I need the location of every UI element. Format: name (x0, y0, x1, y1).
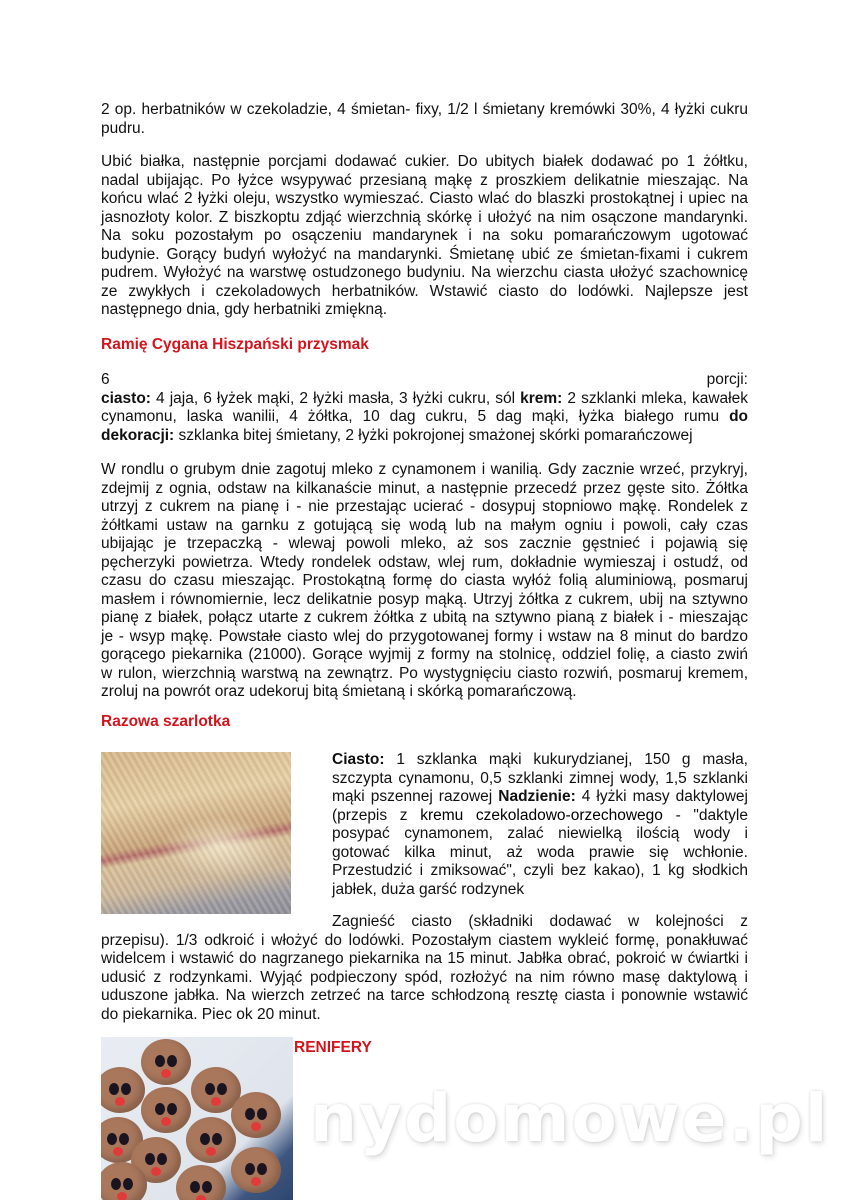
text-line (101, 264, 748, 283)
text-segment: Ubić białka, następnie porcjami dodawać cukier. Do ubitych białek dodawać po 1 żółtku, (101, 153, 748, 170)
text-segment: uduszone jabłka. Na wierzch zetrzeć na tarce schłodzoną resztę ciasta i ponownie wstawić (101, 987, 748, 1004)
text-segment: pudru. (101, 119, 145, 137)
text-line (101, 591, 748, 610)
text-segment: pudrem. Wyłożyć na warstwę ostudzonego budyniu. Na wierzchu ciasta ułożyć szachownicę (101, 264, 748, 281)
text-segment: posypać cynamonem, zalać niewielką ilością wody i (332, 825, 748, 842)
text-segment: W rondlu o grubym dnie zagotuj mleko z cynamonem i wanilią. Gdy zacznie wrzeć, przykryj, (101, 461, 748, 478)
text-line (332, 913, 748, 932)
text-segment: udusić z rodzynkami. Wyjąć podpieczony spód, rozłożyć na nim równo masę daktylową i (101, 968, 748, 986)
text-line (101, 153, 748, 172)
text-segment: do piekarnika. Piec ok 20 minut. (101, 1005, 321, 1023)
text-segment: czasu do czasu mieszając. Prostokątną formę do ciasta wyłóż folią aluminiową, posmaruj (101, 572, 748, 589)
text-segment: utrzyj z cukrem na pianę i - nie przestając ucierać - dosypuj stopniowo mąkę. Rondelek z (101, 498, 748, 515)
text-segment: Na soku pozostałym po osączeniu mandarynek i na soku pomarańczowym ugotować (101, 227, 748, 244)
bold-label: ciasto: (101, 389, 151, 407)
text-line (101, 572, 748, 591)
text-line (101, 535, 748, 554)
text-segment: kremu czekoladowo-orzechowego (420, 806, 663, 824)
text-segment: gorącego piekarnika (21000). Gorące wyjmij z formy na stolnicę, oddziel folię, a ciasto zwiń (101, 646, 748, 663)
bold-label: dekoracji: (101, 426, 175, 444)
recipe3-method (101, 932, 748, 1025)
text-segment: 4 jaja, 6 łyżek mąki, 2 łyżki masła, 3 łyżki cukru, sól (150, 389, 521, 407)
text-line (101, 120, 748, 139)
text-line (101, 950, 748, 969)
text-line (101, 1006, 748, 1025)
recipe3-ingredients (332, 751, 748, 899)
bold-label: Ciasto: (332, 751, 385, 768)
text-segment: masłem i równomiernie, lecz delikatnie posyp mąką. Utrzyj żółtka z cukrem, ubij na sztywno (101, 590, 748, 608)
watermark: nydomowe.pl (310, 1080, 830, 1157)
text-line (101, 932, 748, 951)
text-segment: - "daktyle (662, 806, 749, 824)
text-line (332, 788, 748, 807)
text-line (101, 172, 748, 191)
recipe1-ingredients (101, 101, 748, 138)
text-line (101, 683, 748, 702)
text-segment: budynie. Gorący budyń wyłożyć na mandarynki. Śmietanę ubić ze śmietan-fixami i cukrem (101, 245, 748, 263)
text-line (101, 498, 748, 517)
text-line (101, 390, 748, 409)
recipe4-title: RENIFERY (294, 1039, 372, 1056)
text-segment: pianę z białek, połącz utarte z cukrem żółtka z ubitą na sztywno pianą z białek i - mieszając (101, 609, 748, 626)
text-line (101, 209, 748, 228)
charlotte-photo (101, 752, 291, 914)
text-segment: szklanka bitej śmietany, 2 łyżki pokrojonej smażonej skórki pomarańczowej (174, 426, 693, 444)
recipe3-method-first-line (332, 913, 748, 932)
text-line (101, 969, 748, 988)
text-line (101, 461, 748, 480)
text-segment: następnego dnia, gdy herbatniki zmiękną. (101, 301, 388, 318)
text-line (101, 101, 748, 120)
text-line (101, 987, 748, 1006)
text-segment: Przestudzić i zmiksować", czyli bez kakao), 1 kg słodkich (332, 862, 748, 879)
text-segment: jabłek, duża garść rodzynek (332, 880, 525, 898)
bold-label: krem: (520, 389, 563, 407)
text-line (332, 807, 748, 826)
text-line (101, 609, 748, 628)
text-segment: je - wsyp mąkę. Powstałe ciasto wlej do przygotowanej formy i wstaw na 8 minut do bardzo (101, 627, 748, 645)
recipe2-ingredients (101, 371, 748, 445)
text-line (332, 862, 748, 881)
text-segment: ze zwykłych i czekoladowych herbatników. Wstawić ciasto do lodówki. Najlepsze jest (101, 282, 748, 300)
text-segment: szczypta cynamonu, 0,5 szklanki zimnej wody, 1,5 szklanki (332, 769, 748, 787)
text-segment: zdejmij z ognia, odstaw na kilkanaście minut, a następnie przecedź przez gęste sito. Żółtka (101, 479, 748, 497)
text-line (332, 751, 748, 770)
text-line (101, 427, 748, 446)
text-segment: mąki pszennej razowej (332, 788, 499, 805)
text-segment: 1 szklanka mąki kukurydzianej, 150 g masła, (384, 751, 748, 768)
bold-label: do (729, 408, 748, 425)
text-segment: nadal ubijając. Po łyżce wsypywać przesianą mąkę z proszkiem delikatnie mieszając. Na (101, 171, 748, 189)
text-line (101, 517, 748, 536)
text-line (101, 628, 748, 647)
text-segment: pęcherzyki powietrza. Wtedy rondelek odstaw, wlej rum, dokładnie wymieszaj i ostudź, od (101, 553, 748, 571)
text-segment: jasnozłoty kolor. Z biszkoptu zdjąć wierzchnią skórkę i ułożyć na nim osączone mandarynki. (101, 208, 748, 226)
text-segment: ubijając je trzepaczką - wlewaj powoli mleko, aż sos zacznie gęstnieć i pojawią się (101, 535, 748, 552)
text-line (101, 283, 748, 302)
text-line (101, 554, 748, 573)
text-line (332, 844, 748, 863)
text-line (332, 881, 748, 900)
recipe3-title: Razowa szarlotka (101, 713, 231, 730)
text-segment: widelcem i wstawić do nagrzanego piekarnika na 15 minut. Jabłka obrać, pokroić w ćwiartki i (101, 950, 748, 967)
text-segment: końcu wlać 2 łyżki oleju, wszystko wymieszać. Ciasto wlać do blaszki prostokątnej i upiec na (101, 190, 748, 207)
text-line (332, 825, 748, 844)
recipe2-method (101, 461, 748, 702)
text-segment: żółtkami ustaw na garnku z gotującą się wodą lub na małym ogniu i powoli, cały czas (101, 516, 748, 534)
text-line (101, 227, 748, 246)
text-segment: 4 łyżki masy daktylowej (575, 788, 748, 805)
text-line (101, 665, 748, 684)
text-line (332, 770, 748, 789)
text-segment: 2 op. herbatników w czekoladzie, 4 śmietan- fixy, 1/2 l śmietany kremówki 30%, 4 łyżki cukru (101, 101, 748, 118)
text-segment: 6 porcji: (101, 371, 748, 388)
text-segment: cynamonu, laska wanilii, 4 żółtka, 10 dag cukru, 5 dag mąki, łyżka białego rumu (101, 408, 730, 425)
recipe2-title: Ramię Cygana Hiszpański przysmak (101, 336, 369, 353)
text-line (101, 408, 748, 427)
bold-label: Nadzienie: (498, 788, 576, 805)
text-segment: 2 szklanki mleka, kawałek (562, 389, 748, 407)
text-segment: w rulon, wierzchnią warstwą na zewnątrz. Po wystygnięciu ciasto rozwiń, posmaruj kremem, (101, 664, 748, 682)
text-line (101, 646, 748, 665)
text-segment: Zagnieść ciasto (składniki dodawać w kolejności z (332, 913, 748, 930)
text-segment: przepisu). 1/3 odkroić i włożyć do lodówki. Pozostałym ciastem wykleić formę, ponakłuwać (101, 931, 748, 949)
text-segment: gotować kilka minut, aż woda prawie się wchłonie. (332, 843, 748, 861)
text-line (101, 371, 748, 390)
reindeer-cookies-photo (101, 1037, 293, 1200)
recipe1-method (101, 153, 748, 320)
text-line (101, 190, 748, 209)
text-line (101, 480, 748, 499)
text-segment: zroluj na powrót oraz udekoruj bitą śmietaną i skórką pomarańczową. (101, 683, 577, 700)
text-segment: (przepis z (332, 806, 421, 824)
text-line (101, 301, 748, 320)
text-line (101, 246, 748, 265)
